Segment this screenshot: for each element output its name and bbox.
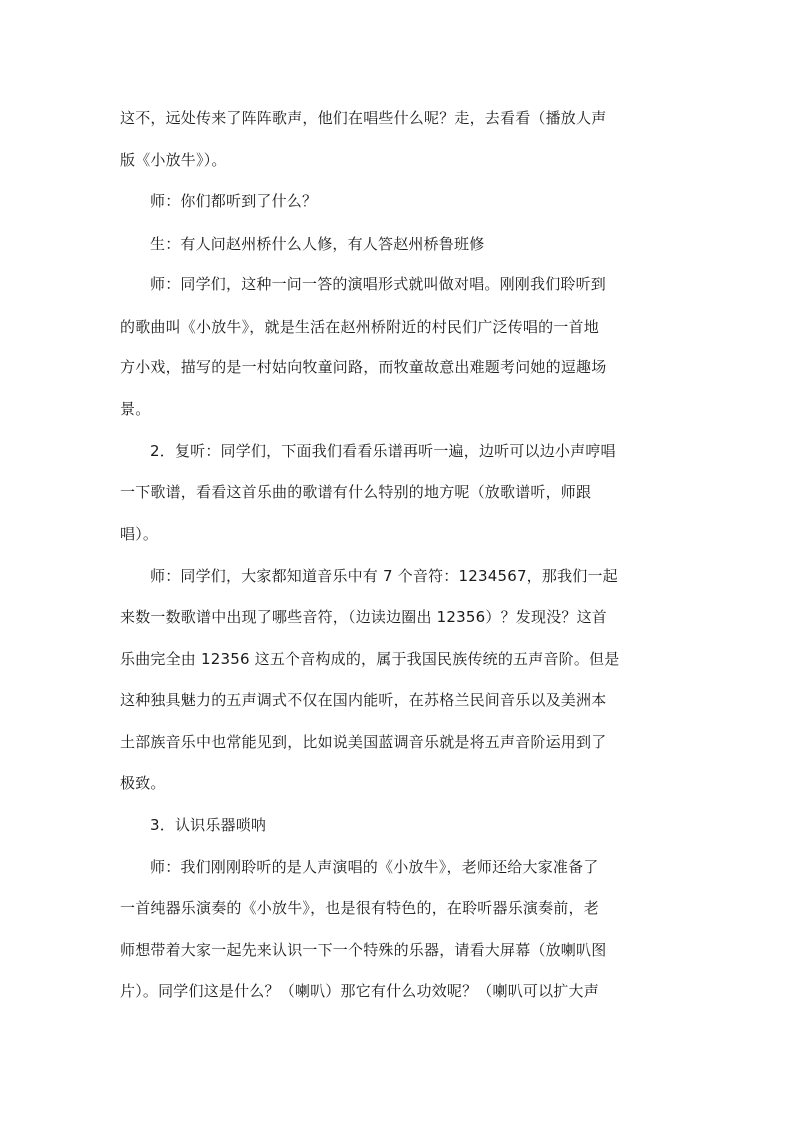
paragraph-line: 师：你们都听到了什么？	[150, 192, 318, 210]
paragraph-line: 生：有人问赵州桥什么人修，有人答赵州桥鲁班修	[150, 235, 485, 253]
paragraph-line: 土部族音乐中也常能见到，比如说美国蓝调音乐就是将五声音阶运用到了	[120, 733, 607, 751]
paragraph-line: 师想带着大家一起先来认识一下一个特殊的乐器，请看大屏幕（放喇叭图	[120, 941, 607, 959]
paragraph-line: 景。	[120, 400, 151, 418]
paragraph-line: 2．复听：同学们，下面我们看看乐谱再听一遍，边听可以边小声哼唱	[150, 442, 616, 460]
section-heading: 3．认识乐器唢呐	[150, 816, 267, 834]
paragraph-line: 的歌曲叫《小放牛》，就是生活在赵州桥附近的村民们广泛传唱的一首地	[120, 318, 599, 336]
paragraph-line: 唱）。	[120, 525, 159, 543]
paragraph-line: 这种独具魅力的五声调式不仅在国内能听，在苏格兰民间音乐以及美洲本	[120, 691, 607, 709]
paragraph-line: 师：同学们，这种一问一答的演唱形式就叫做对唱。刚刚我们聆听到	[150, 275, 607, 293]
paragraph-line: 来数一数歌谱中出现了哪些音符，（边读边圈出 12356）？发现没？这首	[120, 608, 607, 626]
paragraph-line: 方小戏，描写的是一村姑向牧童问路，而牧童故意出难题考问她的逗趣场	[120, 358, 607, 376]
paragraph-line: 片）。同学们这是什么？（喇叭）那它有什么功效呢？（喇叭可以扩大声	[120, 982, 599, 1000]
paragraph-line: 一首纯器乐演奏的《小放牛》，也是很有特色的，在聆听器乐演奏前，老	[120, 899, 599, 917]
paragraph-line: 这不，远处传来了阵阵歌声，他们在唱些什么呢？走，去看看（播放人声	[120, 109, 607, 127]
paragraph-line: 师：同学们，大家都知道音乐中有 7 个音符：1234567，那我们一起	[150, 567, 618, 585]
paragraph-line: 师：我们刚刚聆听的是人声演唱的《小放牛》，老师还给大家准备了	[150, 858, 599, 876]
paragraph-line: 极致。	[120, 774, 166, 792]
paragraph-line: 乐曲完全由 12356 这五个音构成的，属于我国民族传统的五声音阶。但是	[120, 650, 620, 668]
paragraph-line: 版《小放牛》）。	[120, 151, 227, 169]
paragraph-line: 一下歌谱，看看这首乐曲的歌谱有什么特别的地方呢（放歌谱听，师跟	[120, 483, 592, 501]
